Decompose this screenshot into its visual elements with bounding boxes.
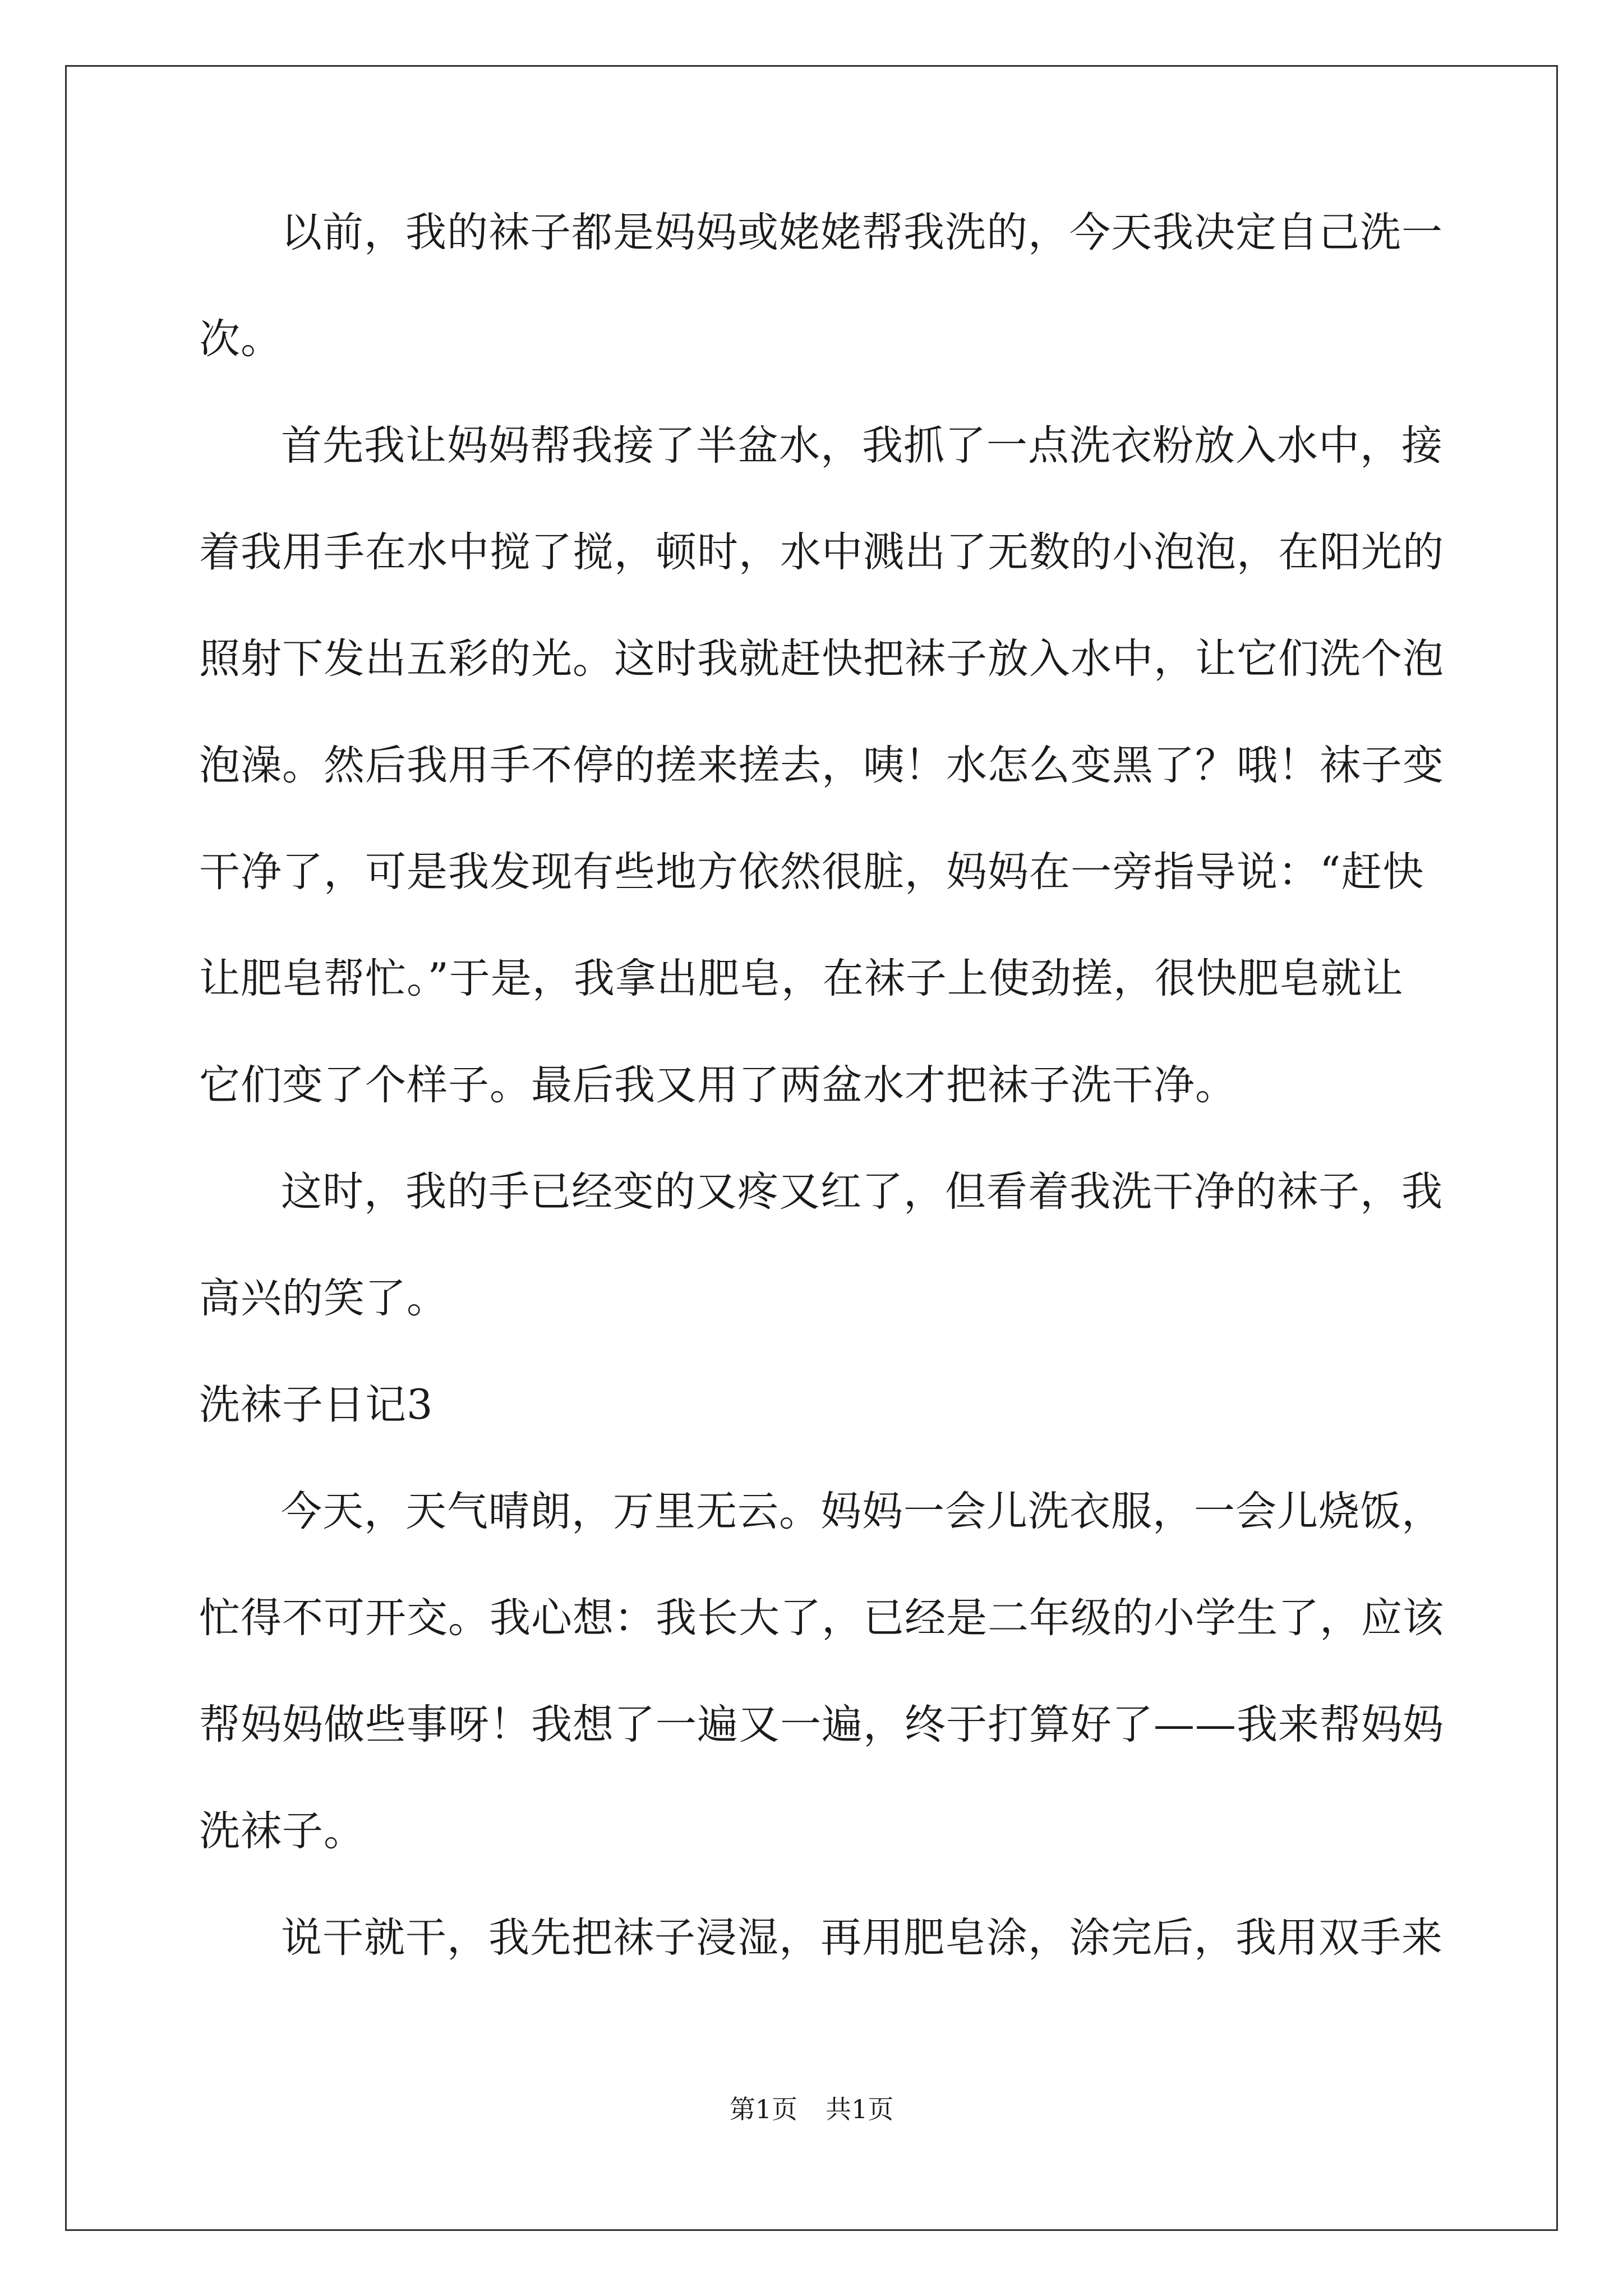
text-line: 照射下发出五彩的光。这时我就赶快把袜子放入水中，让它们洗个泡 xyxy=(199,635,1444,683)
text-line: 说干就干，我先把袜子浸湿，再用肥皂涂，涂完后，我用双手来 xyxy=(281,1914,1443,1962)
text-line: 以前，我的袜子都是妈妈或姥姥帮我洗的，今天我决定自己洗一 xyxy=(281,209,1443,256)
text-line: 让肥皂帮忙。”于是，我拿出肥皂，在袜子上使劲搓，很快肥皂就让 xyxy=(199,955,1404,1002)
text-line: 忙得不可开交。我心想：我长大了，已经是二年级的小学生了，应该 xyxy=(199,1594,1444,1642)
section-heading: 洗袜子日记3 xyxy=(199,1381,434,1429)
text-line: 次。 xyxy=(199,315,282,363)
text-line: 帮妈妈做些事呀！我想了一遍又一遍，终于打算好了——我来帮妈妈 xyxy=(199,1701,1444,1749)
page-number-current: 第1页 xyxy=(729,2094,797,2124)
text-line: 这时，我的手已经变的又疼又红了，但看着我洗干净的袜子，我 xyxy=(281,1168,1443,1216)
text-line: 它们变了个样子。最后我又用了两盆水才把袜子洗干净。 xyxy=(199,1061,1237,1109)
text-line: 高兴的笑了。 xyxy=(199,1274,448,1322)
text-line: 首先我让妈妈帮我接了半盆水，我抓了一点洗衣粉放入水中，接 xyxy=(281,422,1443,470)
text-line: 干净了，可是我发现有些地方依然很脏，妈妈在一旁指导说：“赶快 xyxy=(199,848,1424,896)
text-line: 着我用手在水中搅了搅，顿时，水中溅出了无数的小泡泡，在阳光的 xyxy=(199,528,1444,576)
page-number-total: 共1页 xyxy=(826,2094,894,2124)
text-line: 泡澡。然后我用手不停的搓来搓去，咦！水怎么变黑了？哦！袜子变 xyxy=(199,742,1444,789)
text-line: 今天，天气晴朗，万里无云。妈妈一会儿洗衣服，一会儿烧饭， xyxy=(281,1488,1443,1535)
page-footer xyxy=(0,2092,1623,2126)
text-line: 洗袜子。 xyxy=(199,1807,365,1855)
